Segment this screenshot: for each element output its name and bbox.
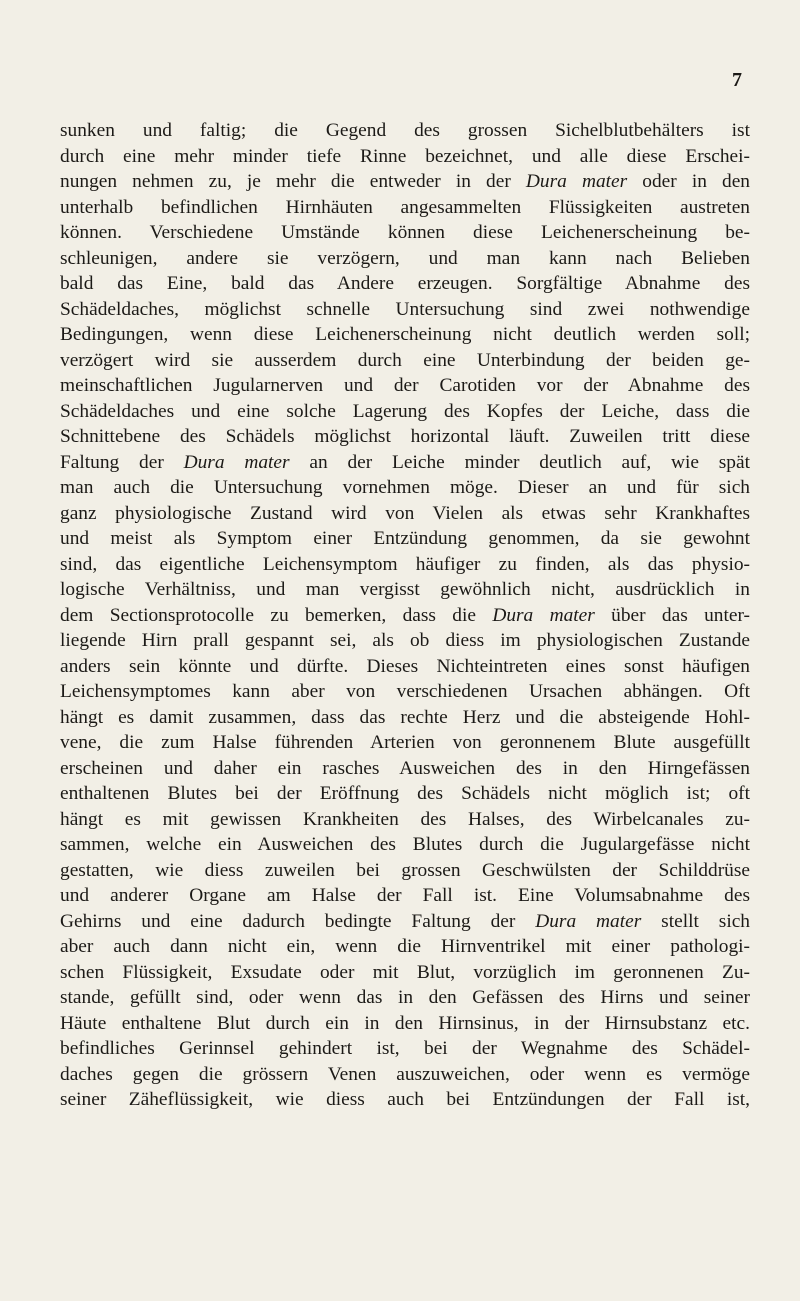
text-line: und anderer Organe am Halse der Fall ist. Eine Volumsabnahme des (60, 885, 750, 906)
text-line: hängt es mit gewissen Krankheiten des Halses, des Wirbelcanales zu- (60, 808, 750, 830)
text-line: hängt es damit zusammen, dass das rechte Herz und die absteigende Hohl- (60, 706, 750, 728)
text-line: gestatten, wie diess zuweilen bei grossen Geschwülsten der Schilddrüse (60, 859, 750, 881)
text-line: stande, gefüllt sind, oder wenn das in den Gefässen des Hirns und seiner (60, 987, 750, 1008)
text-line: und meist als Symptom einer Entzündung genommen, da sie gewohnt (60, 528, 750, 549)
text-line: anders sein könnte und dürfte. Dieses Nichteintreten eines sonst häufigen (60, 655, 750, 677)
text-line: meinschaftlichen Jugularnerven und der Carotiden vor der Abnahme des (60, 375, 750, 396)
text-line: daches gegen die grössern Venen auszuweichen, oder wenn es vermöge (60, 1063, 750, 1085)
text-line: bald das Eine, bald das Andere erzeugen. Sorgfältige Abnahme des (60, 273, 750, 294)
text-line: unterhalb befindlichen Hirnhäuten angesammelten Flüssigkeiten austreten (60, 196, 750, 218)
text-line: können. Verschiedene Umstände können diese Leichenerscheinung be- (60, 222, 750, 243)
text-line: Bedingungen, wenn diese Leichenerscheinung nicht deutlich werden soll; (60, 324, 750, 345)
text-line: vene, die zum Halse führenden Arterien von geronnenem Blute ausgefüllt (60, 732, 750, 753)
text-line: Faltung der Dura mater an der Leiche minder deutlich auf, wie spät (60, 451, 750, 473)
text-line: dem Sectionsprotocolle zu bemerken, dass die Dura mater über das unter- (60, 604, 750, 626)
text-line: sind, das eigentliche Leichensymptom häufiger zu finden, als das physio- (60, 553, 750, 575)
text-line: logische Verhältniss, und man vergisst gewöhnlich nicht, ausdrücklich in (60, 579, 750, 600)
text-line: Schnittebene des Schädels möglichst horizontal läuft. Zuweilen tritt diese (60, 426, 750, 447)
text-line: durch eine mehr minder tiefe Rinne bezeichnet, und alle diese Erschei- (60, 145, 750, 167)
text-line: sunken und faltig; die Gegend des grossen Sichelblutbehälters ist (60, 120, 750, 141)
text-line: Gehirns und eine dadurch bedingte Faltung der Dura mater stellt sich (60, 910, 751, 932)
text-line: ganz physiologische Zustand wird von Vielen als etwas sehr Krankhaftes (60, 502, 750, 524)
text-line: befindliches Gerinnsel gehindert ist, bei der Wegnahme des Schädel- (60, 1038, 750, 1059)
text-line: liegende Hirn prall gespannt sei, als ob diess im physiologischen Zustande (60, 630, 750, 651)
body-text (60, 118, 750, 1113)
text-line: Schädeldaches, möglichst schnelle Untersuchung sind zwei nothwendige (60, 298, 750, 320)
text-line: Häute enthaltene Blut durch ein in den Hirnsinus, in der Hirnsubstanz etc. (60, 1012, 750, 1034)
text-line: Leichensymptomes kann aber von verschiedenen Ursachen abhängen. Oft (60, 681, 750, 702)
text-line: sammen, welche ein Ausweichen des Blutes durch die Jugulargefässe nicht (60, 834, 750, 855)
text-line: schen Flüssigkeit, Exsudate oder mit Blut, vorzüglich im geronnenen Zu- (60, 961, 750, 983)
page-number: 7 (732, 69, 742, 91)
text-line: enthaltenen Blutes bei der Eröffnung des Schädels nicht möglich ist; oft (60, 783, 750, 804)
text-line: schleunigen, andere sie verzögern, und man kann nach Belieben (60, 247, 750, 269)
text-line: seiner Zäheflüssigkeit, wie diess auch bei Entzündungen der Fall ist, (60, 1089, 750, 1110)
text-line: verzögert wird sie ausserdem durch eine Unterbindung der beiden ge- (60, 349, 750, 371)
text-line: Schädeldaches und eine solche Lagerung des Kopfes der Leiche, dass die (60, 400, 750, 422)
text-line: aber auch dann nicht ein, wenn die Hirnventrikel mit einer pathologi- (60, 936, 750, 957)
text-line: erscheinen und daher ein rasches Ausweichen des in den Hirngefässen (60, 757, 750, 779)
text-line: nungen nehmen zu, je mehr die entweder in der Dura mater oder in den (60, 171, 751, 192)
text-line: man auch die Untersuchung vornehmen möge. Dieser an und für sich (60, 477, 750, 498)
